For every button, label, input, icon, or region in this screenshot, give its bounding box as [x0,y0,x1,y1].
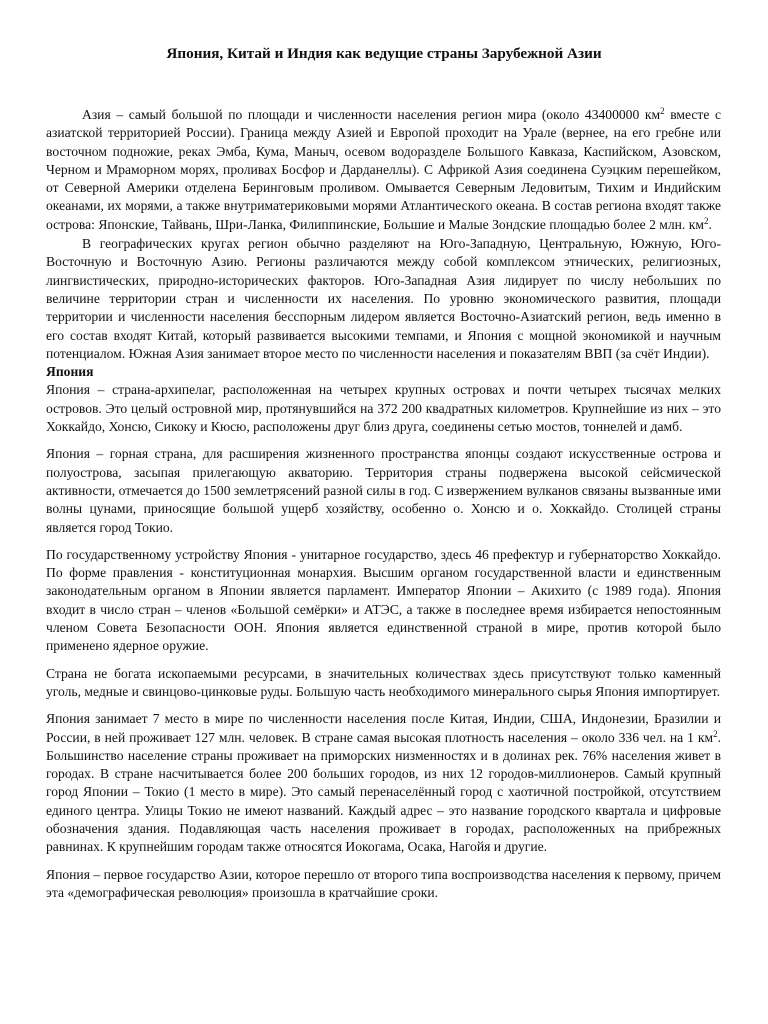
japan-paragraph-2: Япония – горная страна, для расширения жизненного пространства японцы создают искусственные острова и полуострова, засыпая прилегающую акваторию. Территория страны подвержена высокой сейсмической активности, отмечается до 1500 землетрясений разной силы в год. С извержением вулканов связаны вызванные ими волны цунами, приносящие большой ущерб хозяйству, особенно о. Хонсю и о. Хоккайдо. Столицей страны является город Токио. [46,446,721,535]
intro-p1-text-c: . [708,216,712,232]
japan-paragraph-1: Япония – страна-архипелаг, расположенная на четырех крупных островах и почти четырех тысячах мелких островов. Это целый островной мир, протянувшийся на 372 200 квадратных километров. Крупнейшие из них – это Хоккайдо, Хонсю, Сикоку и Кюсю, расположены друг близ друга, соединены сетью мостов, тоннелей и дамб. [46,382,721,435]
japan-paragraph-6: Япония – первое государство Азии, которое перешло от второго типа воспроизводства населения к первому, причем эта «демографическая революция» произошла в кратчайшие сроки. [46,866,721,900]
superscript-2: 2 [703,215,709,226]
intro-paragraph-2: В географических кругах регион обычно разделяют на Юго-Западную, Центральную, Южную, Юго-Восточную и Восточную Азию. Регионы различаются между собой комплексом этнических, религиозных, лингвистических, природно-исторических факторов. Юго-Западная Азия лидирует по числу небольших по величине территории стран и численности их населения. По уровню экономического развития, площади территории и численности населения бесспорным лидером является Восточно-Азиатский регион, ведь именно в его состав входят Китай, который развивается высокими темпами, и Япония с мощной экономикой и научным потенциалом. Южная Азия занимает второе место по численности населения и показателям ВВП (за счёт Индии). [46,236,721,361]
document-body [46,106,721,911]
japan-paragraph-4: Страна не богата ископаемыми ресурсами, в значительных количествах здесь присутствуют только каменный уголь, медные и свинцово-цинковые руды. Большую часть необходимого минерального сырья Япония импортирует. [46,665,721,699]
superscript-2: 2 [713,728,718,739]
superscript-2: 2 [660,106,665,116]
section-heading-japan: Япония [46,364,94,380]
intro-p1-text-a: Азия – самый большой по площади и численности населения регион мира (около 43400000 км [82,107,661,122]
japan-p5-text-a: Япония занимает 7 место в мире по численности населения после Китая, Индии, США, Индонезии, Бразилии и России, в ней проживает 127 млн. человек. В стране самая высокая плотность населения – около 336 чел. на 1 км [46,711,721,745]
intro-paragraph-1 [46,106,721,234]
document-title: Япония, Китай и Индия как ведущие страны Зарубежной Азии [166,45,602,62]
japan-p5-text-b: . Большинство население страны проживает на приморских низменностях и в долинах рек. 76% населения живет в городах. В стране насчитывается более 200 больших городов, из них 12 городов-миллионеров. Самый крупный город Японии – Токио (1 место в мире). Это самый перенаселённый город с хаотичной постройкой, отсутствием единого центра. Улицы Токио не имеют названий. Каждый адрес – это название городского квартала и цифровые обозначения здания. Подавляющая часть населения проживает в городах, расположенных на прибрежных равнинах. К крупнейшим городам также относятся Иокогама, Осака, Нагойя и другие. [46,729,721,855]
intro-p1-text-b: вместе с азиатской территорией России). Граница между Азией и Европой проходит на Урале (вернее, на его гребне или восточном подножие, реках Эмба, Кума, Маныч, осевом водоразделе Большого Кавказа, Каспийском, Азовском, Черном и Мраморном морях, проливах Босфор и Дарданеллы). С Африкой Азия соединена Суэцким перешейком, от Северной Америки отделена Беринговым проливом. Омывается Северным Ледовитым, Тихим и Индийским океанами, их морями, а также внутриматериковыми морями Атлантического океана. В состав региона входят также острова: Японские, Тайвань, Шри-Ланка, Филиппинские, Большие и Малые Зондские площадью более 2 млн. км [46,107,722,232]
japan-paragraph-3: По государственному устройству Япония - унитарное государство, здесь 46 префектур и губернаторство Хоккайдо. По форме правления - конституционная монархия. Высшим органом государственной власти и единственным законодательным органом в Японии является парламент. Император Японии – Акихито (с 1989 года). Япония входит в число стран – членов «Большой семёрки» и АТЭС, а также в последнее время избирается непостоянным членом Совета Безопасности ООН. Япония является единственной страной в мире, против которой было применено ядерное оружие. [46,546,721,654]
japan-paragraph-5 [46,710,721,856]
